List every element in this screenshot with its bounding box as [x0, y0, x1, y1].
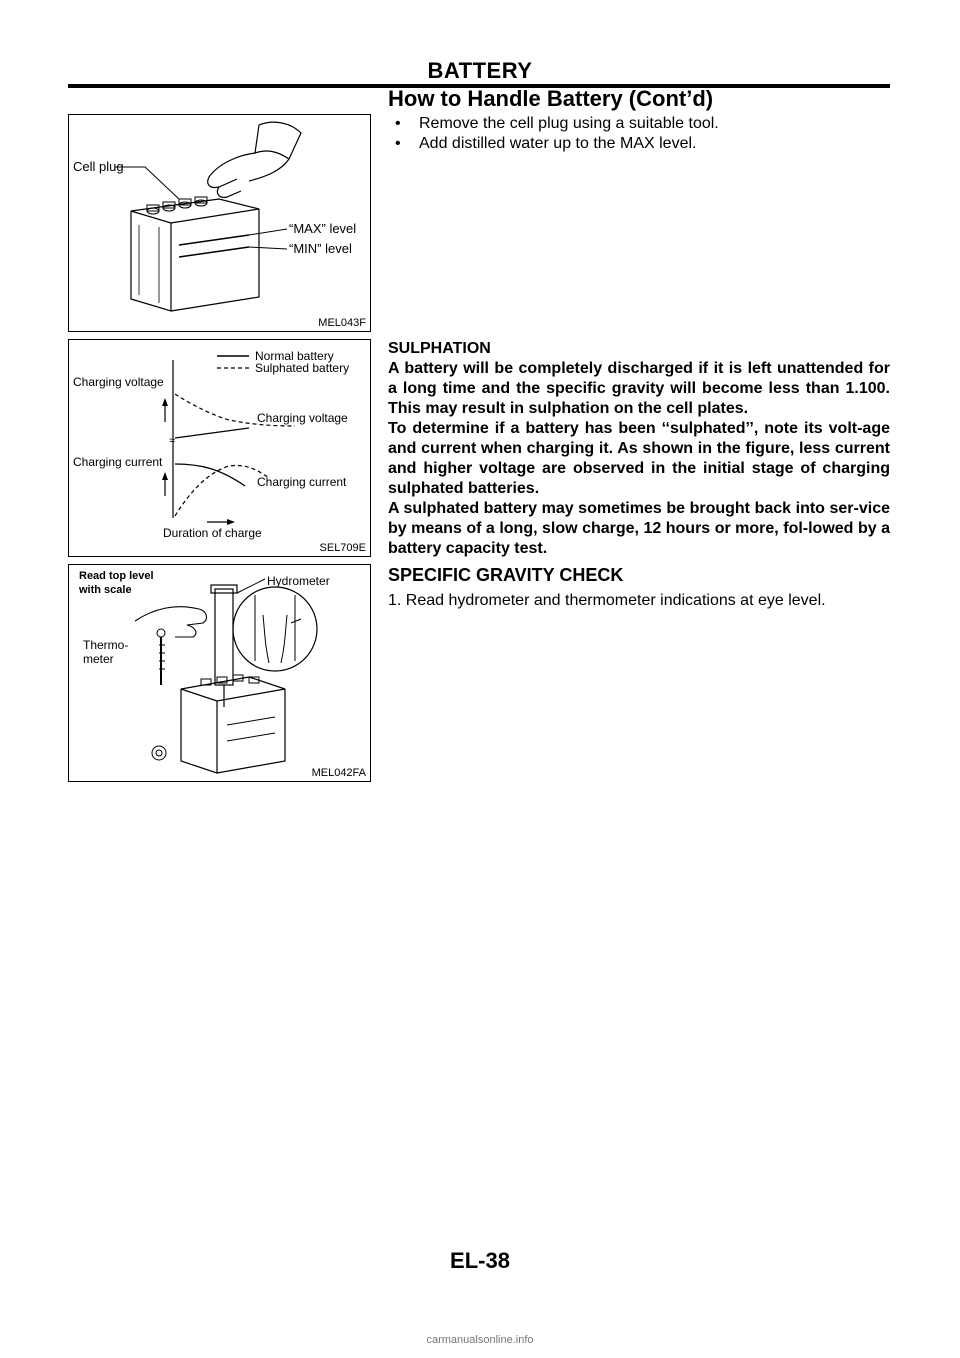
label-duration: Duration of charge — [163, 526, 262, 540]
specific-gravity-heading: SPECIFIC GRAVITY CHECK — [388, 565, 624, 585]
figure-charging-curves — [68, 339, 371, 557]
hydrometer-illustration — [69, 565, 370, 781]
bullet-marker: • — [395, 135, 401, 152]
specific-gravity-step-1: 1. Read hydrometer and thermometer indications at eye level. — [388, 592, 826, 609]
bullet-item — [393, 114, 719, 134]
bullet-text: Add distilled water up to the MAX level. — [419, 135, 697, 152]
figure-id: MEL043F — [318, 317, 366, 329]
legend-normal-label: Normal battery — [255, 349, 334, 363]
figure-hydrometer — [68, 564, 371, 782]
label-charging-current-left: Charging current — [73, 455, 163, 469]
figure-cell-plug — [68, 114, 371, 332]
battery-cell-plug-illustration — [69, 115, 370, 331]
charging-curves-illustration — [69, 340, 370, 556]
label-hydrometer: Hydrometer — [267, 574, 330, 588]
legend-sulphated-label: Sulphated battery — [255, 361, 350, 375]
label-thermo-line1: Thermo- — [83, 638, 129, 652]
page-subtitle: How to Handle Battery (Cont’d) — [388, 86, 714, 111]
bullet-text: Remove the cell plug using a suitable tool. — [419, 115, 719, 132]
sulphation-paragraph-3: A sulphated battery may sometimes be brought back into ser-vice by means of a long, slow charge, 12 hours or more, fol-lowed by a battery capacity test. — [388, 500, 890, 557]
section-title: BATTERY — [427, 58, 533, 83]
svg-text:≈: ≈ — [169, 435, 176, 447]
sulphation-paragraph-1: A battery will be completely discharged if it is left unattended for a long time and the specific gravity will become less than 1.100. This may result in sulphation on the cell plates. — [388, 360, 890, 417]
label-charging-current-right: Charging current — [257, 475, 347, 489]
figure-id: SEL709E — [319, 542, 366, 554]
sulphation-paragraph-2: To determine if a battery has been ‘‘sulphated’’, note its volt-age and current when charging it. As shown in the figure, less current and higher voltage are observed in the initial stage of charging sulphated batteries. — [388, 420, 890, 497]
label-cell-plug: Cell plug — [73, 159, 124, 174]
figure-id: MEL042FA — [311, 767, 366, 779]
label-read-top-line1: Read top level — [79, 570, 154, 582]
sulphation-section — [388, 339, 890, 559]
bullet-marker: • — [395, 115, 401, 132]
page-number: EL-38 — [450, 1248, 510, 1273]
label-read-top-line2: with scale — [79, 584, 132, 596]
sulphation-heading: SULPHATION — [388, 340, 491, 357]
label-min-level: “MIN” level — [289, 241, 352, 256]
bullet-item — [393, 134, 719, 154]
label-charging-voltage-left: Charging voltage — [73, 375, 164, 389]
label-charging-voltage-right: Charging voltage — [257, 411, 348, 425]
watermark[interactable]: carmanualsonline.info — [426, 1334, 534, 1346]
bullet-list — [393, 114, 719, 154]
label-max-level: “MAX” level — [289, 221, 357, 236]
label-thermo-line2: meter — [83, 652, 114, 666]
